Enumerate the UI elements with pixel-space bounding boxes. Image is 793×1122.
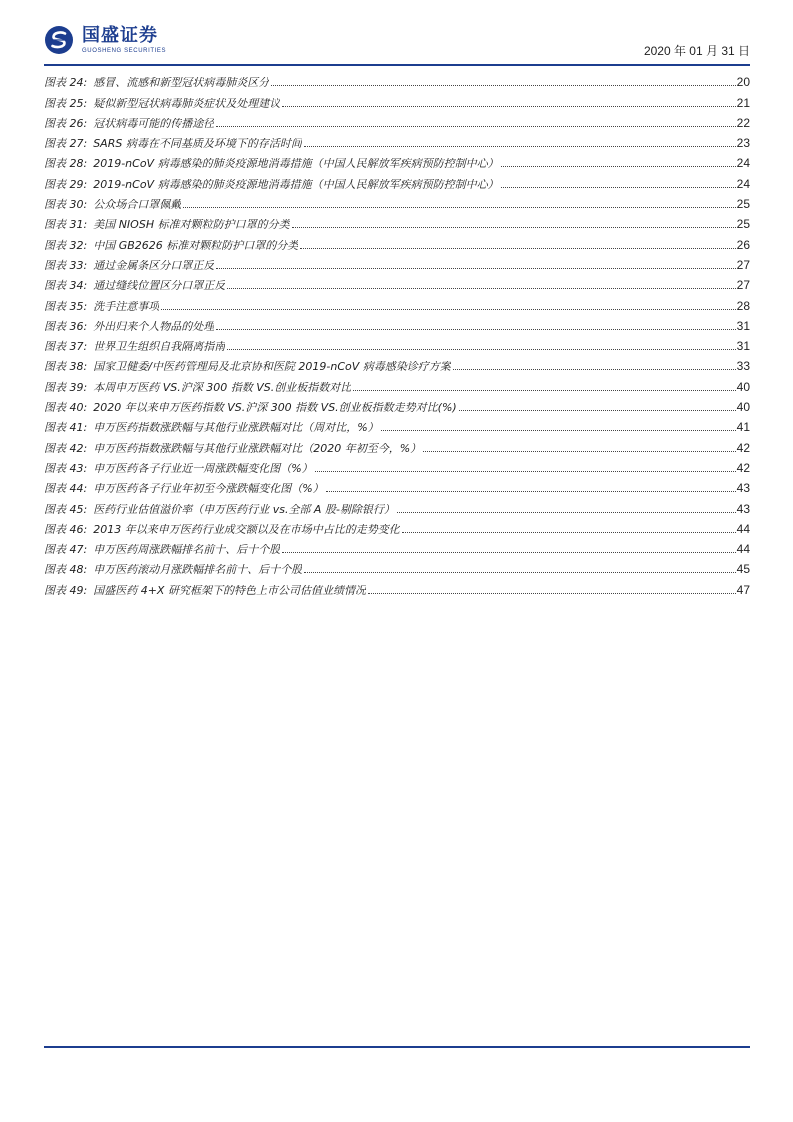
toc-entry-page: 40 — [736, 379, 750, 394]
toc-entry[interactable] — [44, 413, 750, 433]
toc-entry-title: 2013 年以来申万医药行业成交额以及在市场中占比的走势变化 — [93, 523, 400, 535]
toc-entry-title: 中国 GB2626 标准对颗粒防护口罩的分类 — [93, 239, 299, 251]
brand-logo-icon — [44, 25, 74, 55]
toc-entry-page: 42 — [736, 440, 750, 455]
brand-logo — [44, 22, 166, 58]
toc-entry-label: 图表 44: — [44, 482, 88, 496]
toc-entry-page: 21 — [736, 95, 750, 110]
toc-entry-label: 图表 38: — [44, 360, 88, 374]
toc-entry-label: 图表 25: — [44, 96, 88, 110]
toc-entry-title: 2019-nCoV 病毒感染的肺炎疫源地消毒措施（中国人民解放军疾病预防控制中心） — [93, 178, 499, 190]
toc-entry-label: 图表 29: — [44, 177, 88, 191]
toc-dot-leader — [271, 85, 735, 86]
toc-entry-page: 33 — [736, 359, 750, 374]
toc-entry[interactable] — [44, 372, 750, 392]
toc-dot-leader — [183, 207, 735, 208]
toc-entry-label: 图表 36: — [44, 319, 88, 333]
toc-entry-title: 申万医药指数涨跌幅与其他行业涨跌幅对比（周对比，%） — [93, 422, 379, 434]
brand-name-cn: 国盛证券 — [82, 24, 158, 46]
toc-entry-label: 图表 33: — [44, 258, 88, 272]
toc-entry-label: 图表 40: — [44, 401, 88, 415]
toc-dot-leader — [453, 369, 736, 370]
toc-entry-label: 图表 24: — [44, 76, 88, 90]
toc-entry[interactable] — [44, 575, 750, 595]
toc-dot-leader — [292, 227, 736, 228]
toc-entry-title: 公众场合口罩佩戴 — [93, 199, 182, 211]
toc-entry-label: 图表 43: — [44, 461, 88, 475]
toc-dot-leader — [216, 329, 735, 330]
toc-entry[interactable] — [44, 88, 750, 108]
toc-entry-page: 26 — [736, 237, 750, 252]
toc-dot-leader — [459, 410, 736, 411]
toc-dot-leader — [402, 532, 736, 533]
toc-entry-label: 图表 39: — [44, 380, 88, 394]
toc-dot-leader — [423, 451, 735, 452]
toc-entry-title: 申万医药指数涨跌幅与其他行业涨跌幅对比（2020 年初至今，%） — [93, 442, 422, 454]
toc-entry-label: 图表 32: — [44, 238, 88, 252]
brand-name-en: GUOSHENG SECURITIES — [82, 47, 167, 54]
toc-entry-page: 45 — [736, 562, 750, 577]
toc-entry[interactable] — [44, 474, 750, 494]
toc-entry-title: 疑似新型冠状病毒肺炎症状及处理建议 — [93, 97, 281, 109]
toc-entry-label: 图表 31: — [44, 218, 88, 232]
toc-entry-title: 世界卫生组织自我隔离指南 — [93, 341, 226, 353]
toc-dot-leader — [161, 309, 735, 310]
toc-dot-leader — [300, 248, 735, 249]
toc-entry-label: 图表 47: — [44, 543, 88, 557]
toc-entry-title: 国盛医药 4+X 研究框架下的特色上市公司估值业绩情况 — [93, 584, 366, 596]
toc-entry-title: 感冒、流感和新型冠状病毒肺炎区分 — [93, 77, 270, 89]
toc-entry-label: 图表 41: — [44, 421, 88, 435]
toc-entry-label: 图表 27: — [44, 137, 88, 151]
toc-entry-label: 图表 34: — [44, 279, 88, 293]
toc-entry-page: 44 — [736, 521, 750, 536]
toc-entry-page: 22 — [736, 115, 750, 130]
toc-entry-title: 通过缝线位置区分口罩正反 — [93, 280, 226, 292]
toc-entry-page: 31 — [736, 339, 750, 354]
toc-entry-page: 20 — [736, 75, 750, 90]
toc-entry[interactable] — [44, 68, 750, 88]
toc-dot-leader — [282, 552, 735, 553]
toc-dot-leader — [397, 512, 736, 513]
toc-entry-page: 25 — [736, 197, 750, 212]
toc-entry-label: 图表 30: — [44, 198, 88, 212]
toc-entry-page: 44 — [736, 542, 750, 557]
header-divider — [44, 64, 750, 66]
toc-entry[interactable] — [44, 169, 750, 189]
toc-entry-page: 47 — [736, 582, 750, 597]
toc-dot-leader — [304, 572, 735, 573]
toc-entry-title: 外出归来个人物品的处理 — [93, 320, 215, 332]
toc-entry[interactable] — [44, 109, 750, 129]
page-header — [44, 18, 750, 62]
toc-entry-page: 27 — [736, 257, 750, 272]
toc-dot-leader — [326, 491, 736, 492]
toc-entry-page: 41 — [736, 420, 750, 435]
toc-dot-leader — [381, 430, 736, 431]
toc-entry-page: 43 — [736, 501, 750, 516]
toc-entry-label: 图表 45: — [44, 502, 88, 516]
toc-entry-label: 图表 42: — [44, 441, 88, 455]
toc-entry-label: 图表 26: — [44, 116, 88, 130]
toc-entry-title: 2020 年以来申万医药指数 VS.沪深 300 指数 VS.创业板指数走势对比(%) — [93, 402, 457, 414]
toc-entry[interactable] — [44, 312, 750, 332]
toc-entry-title: 申万医药周涨跌幅排名前十、后十个股 — [93, 544, 281, 556]
toc-dot-leader — [216, 126, 735, 127]
brand-logo-text — [82, 24, 167, 54]
toc-entry-page: 40 — [736, 400, 750, 415]
toc-dot-leader — [353, 390, 735, 391]
toc-entry-title: 国家卫健委/中医药管理局及北京协和医院 2019-nCoV 病毒感染诊疗方案 — [93, 361, 451, 373]
toc-dot-leader — [216, 268, 735, 269]
toc-entry[interactable] — [44, 210, 750, 230]
toc-entry-label: 图表 48: — [44, 563, 88, 577]
toc-entry[interactable] — [44, 393, 750, 413]
toc-dot-leader — [227, 288, 735, 289]
toc-dot-leader — [501, 187, 736, 188]
toc-entry[interactable] — [44, 190, 750, 210]
toc-entry[interactable] — [44, 352, 750, 372]
toc-entry[interactable] — [44, 291, 750, 311]
toc-entry[interactable] — [44, 433, 750, 453]
toc-entry-label: 图表 49: — [44, 583, 88, 597]
toc-entry-title: 申万医药滚动月涨跌幅排名前十、后十个股 — [93, 564, 303, 576]
toc-entry[interactable] — [44, 454, 750, 474]
footer-divider — [44, 1046, 750, 1048]
toc-dot-leader — [368, 593, 736, 594]
toc-dot-leader — [227, 349, 735, 350]
figure-index-list — [44, 68, 750, 596]
toc-entry[interactable] — [44, 149, 750, 169]
toc-entry[interactable] — [44, 555, 750, 575]
toc-entry-page: 31 — [736, 318, 750, 333]
toc-entry-title: 洗手注意事项 — [93, 300, 160, 312]
toc-entry[interactable] — [44, 251, 750, 271]
toc-entry-title: 通过金属条区分口罩正反 — [93, 259, 215, 271]
toc-entry-page: 43 — [736, 481, 750, 496]
toc-entry-title: 冠状病毒可能的传播途径 — [93, 117, 215, 129]
toc-entry[interactable] — [44, 494, 750, 514]
toc-entry-page: 24 — [736, 176, 750, 191]
toc-entry-page: 23 — [736, 136, 750, 151]
toc-entry[interactable] — [44, 230, 750, 250]
toc-entry[interactable] — [44, 535, 750, 555]
toc-entry[interactable] — [44, 271, 750, 291]
toc-entry-title: 申万医药各子行业年初至今涨跌幅变化图（%） — [93, 483, 324, 495]
report-date: 2020 年 01 月 31 日 — [643, 44, 750, 58]
toc-entry-title: 本周申万医药 VS.沪深 300 指数 VS.创业板指数对比 — [93, 381, 352, 393]
toc-dot-leader — [501, 166, 736, 167]
toc-dot-leader — [282, 106, 735, 107]
toc-entry-label: 图表 37: — [44, 340, 88, 354]
toc-entry[interactable] — [44, 515, 750, 535]
toc-entry-label: 图表 46: — [44, 522, 88, 536]
toc-entry-title: 2019-nCoV 病毒感染的肺炎疫源地消毒措施（中国人民解放军疾病预防控制中心） — [93, 158, 499, 170]
toc-entry-page: 25 — [736, 217, 750, 232]
toc-entry-title: SARS 病毒在不同基质及环境下的存活时间 — [93, 138, 302, 150]
toc-entry-page: 28 — [736, 298, 750, 313]
toc-dot-leader — [315, 471, 736, 472]
toc-entry-page: 27 — [736, 278, 750, 293]
toc-entry[interactable] — [44, 332, 750, 352]
toc-entry-title: 美国 NIOSH 标准对颗粒防护口罩的分类 — [93, 219, 290, 231]
toc-entry-page: 24 — [736, 156, 750, 171]
toc-entry-title: 申万医药各子行业近一周涨跌幅变化图（%） — [93, 462, 313, 474]
toc-entry[interactable] — [44, 129, 750, 149]
toc-entry-label: 图表 35: — [44, 299, 88, 313]
toc-entry-label: 图表 28: — [44, 157, 88, 171]
toc-dot-leader — [304, 146, 736, 147]
toc-entry-title: 医药行业估值溢价率（申万医药行业 vs.全部 A 股-剔除银行） — [93, 503, 395, 515]
toc-entry-page: 42 — [736, 460, 750, 475]
